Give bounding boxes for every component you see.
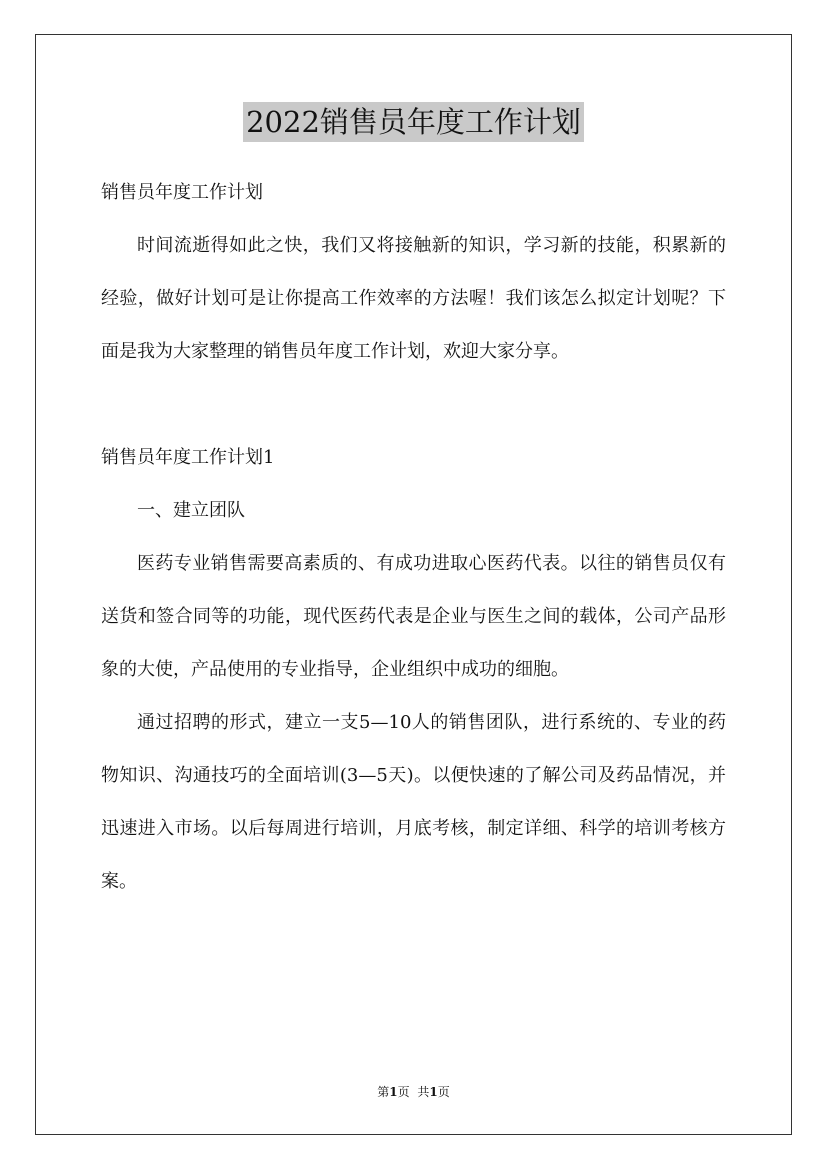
document-body [101,166,726,908]
item-heading: 一、建立团队 [137,500,245,521]
blank-line [101,378,726,431]
intro-paragraph: 时间流逝得如此之快，我们又将接触新的知识，学习新的技能，积累新的经验，做好计划可是让你提高工作效率的方法喔！我们该怎么拟定计划呢？下面是我为大家整理的销售员年度工作计划，欢迎大家分享。 [101,235,726,362]
page-footer [0,1084,827,1100]
body-paragraph: 通过招聘的形式，建立一支5—10人的销售团队，进行系统的、专业的药物知识、沟通技巧的全面培训(3—5天)。以便快速的了解公司及药品情况，并迅速进入市场。以后每周进行培训，月底考核，制定详细、科学的培训考核方案。 [101,712,726,892]
total-pages: 1 [429,1085,438,1099]
total-prefix: 共 [417,1085,430,1099]
page-prefix: 第 [377,1085,390,1099]
subsection-heading: 销售员年度工作计划1 [101,447,275,468]
section-heading: 销售员年度工作计划 [101,182,263,203]
page-suffix: 页 [397,1085,410,1099]
body-paragraph: 医药专业销售需要高素质的、有成功进取心医药代表。以往的销售员仅有送货和签合同等的功能，现代医药代表是企业与医生之间的载体，公司产品形象的大使，产品使用的专业指导，企业组织中成功的细胞。 [101,553,726,680]
title-container [0,102,827,142]
total-suffix: 页 [437,1085,450,1099]
document-title: 2022销售员年度工作计划 [243,102,584,142]
page-number: 1 [389,1085,398,1099]
